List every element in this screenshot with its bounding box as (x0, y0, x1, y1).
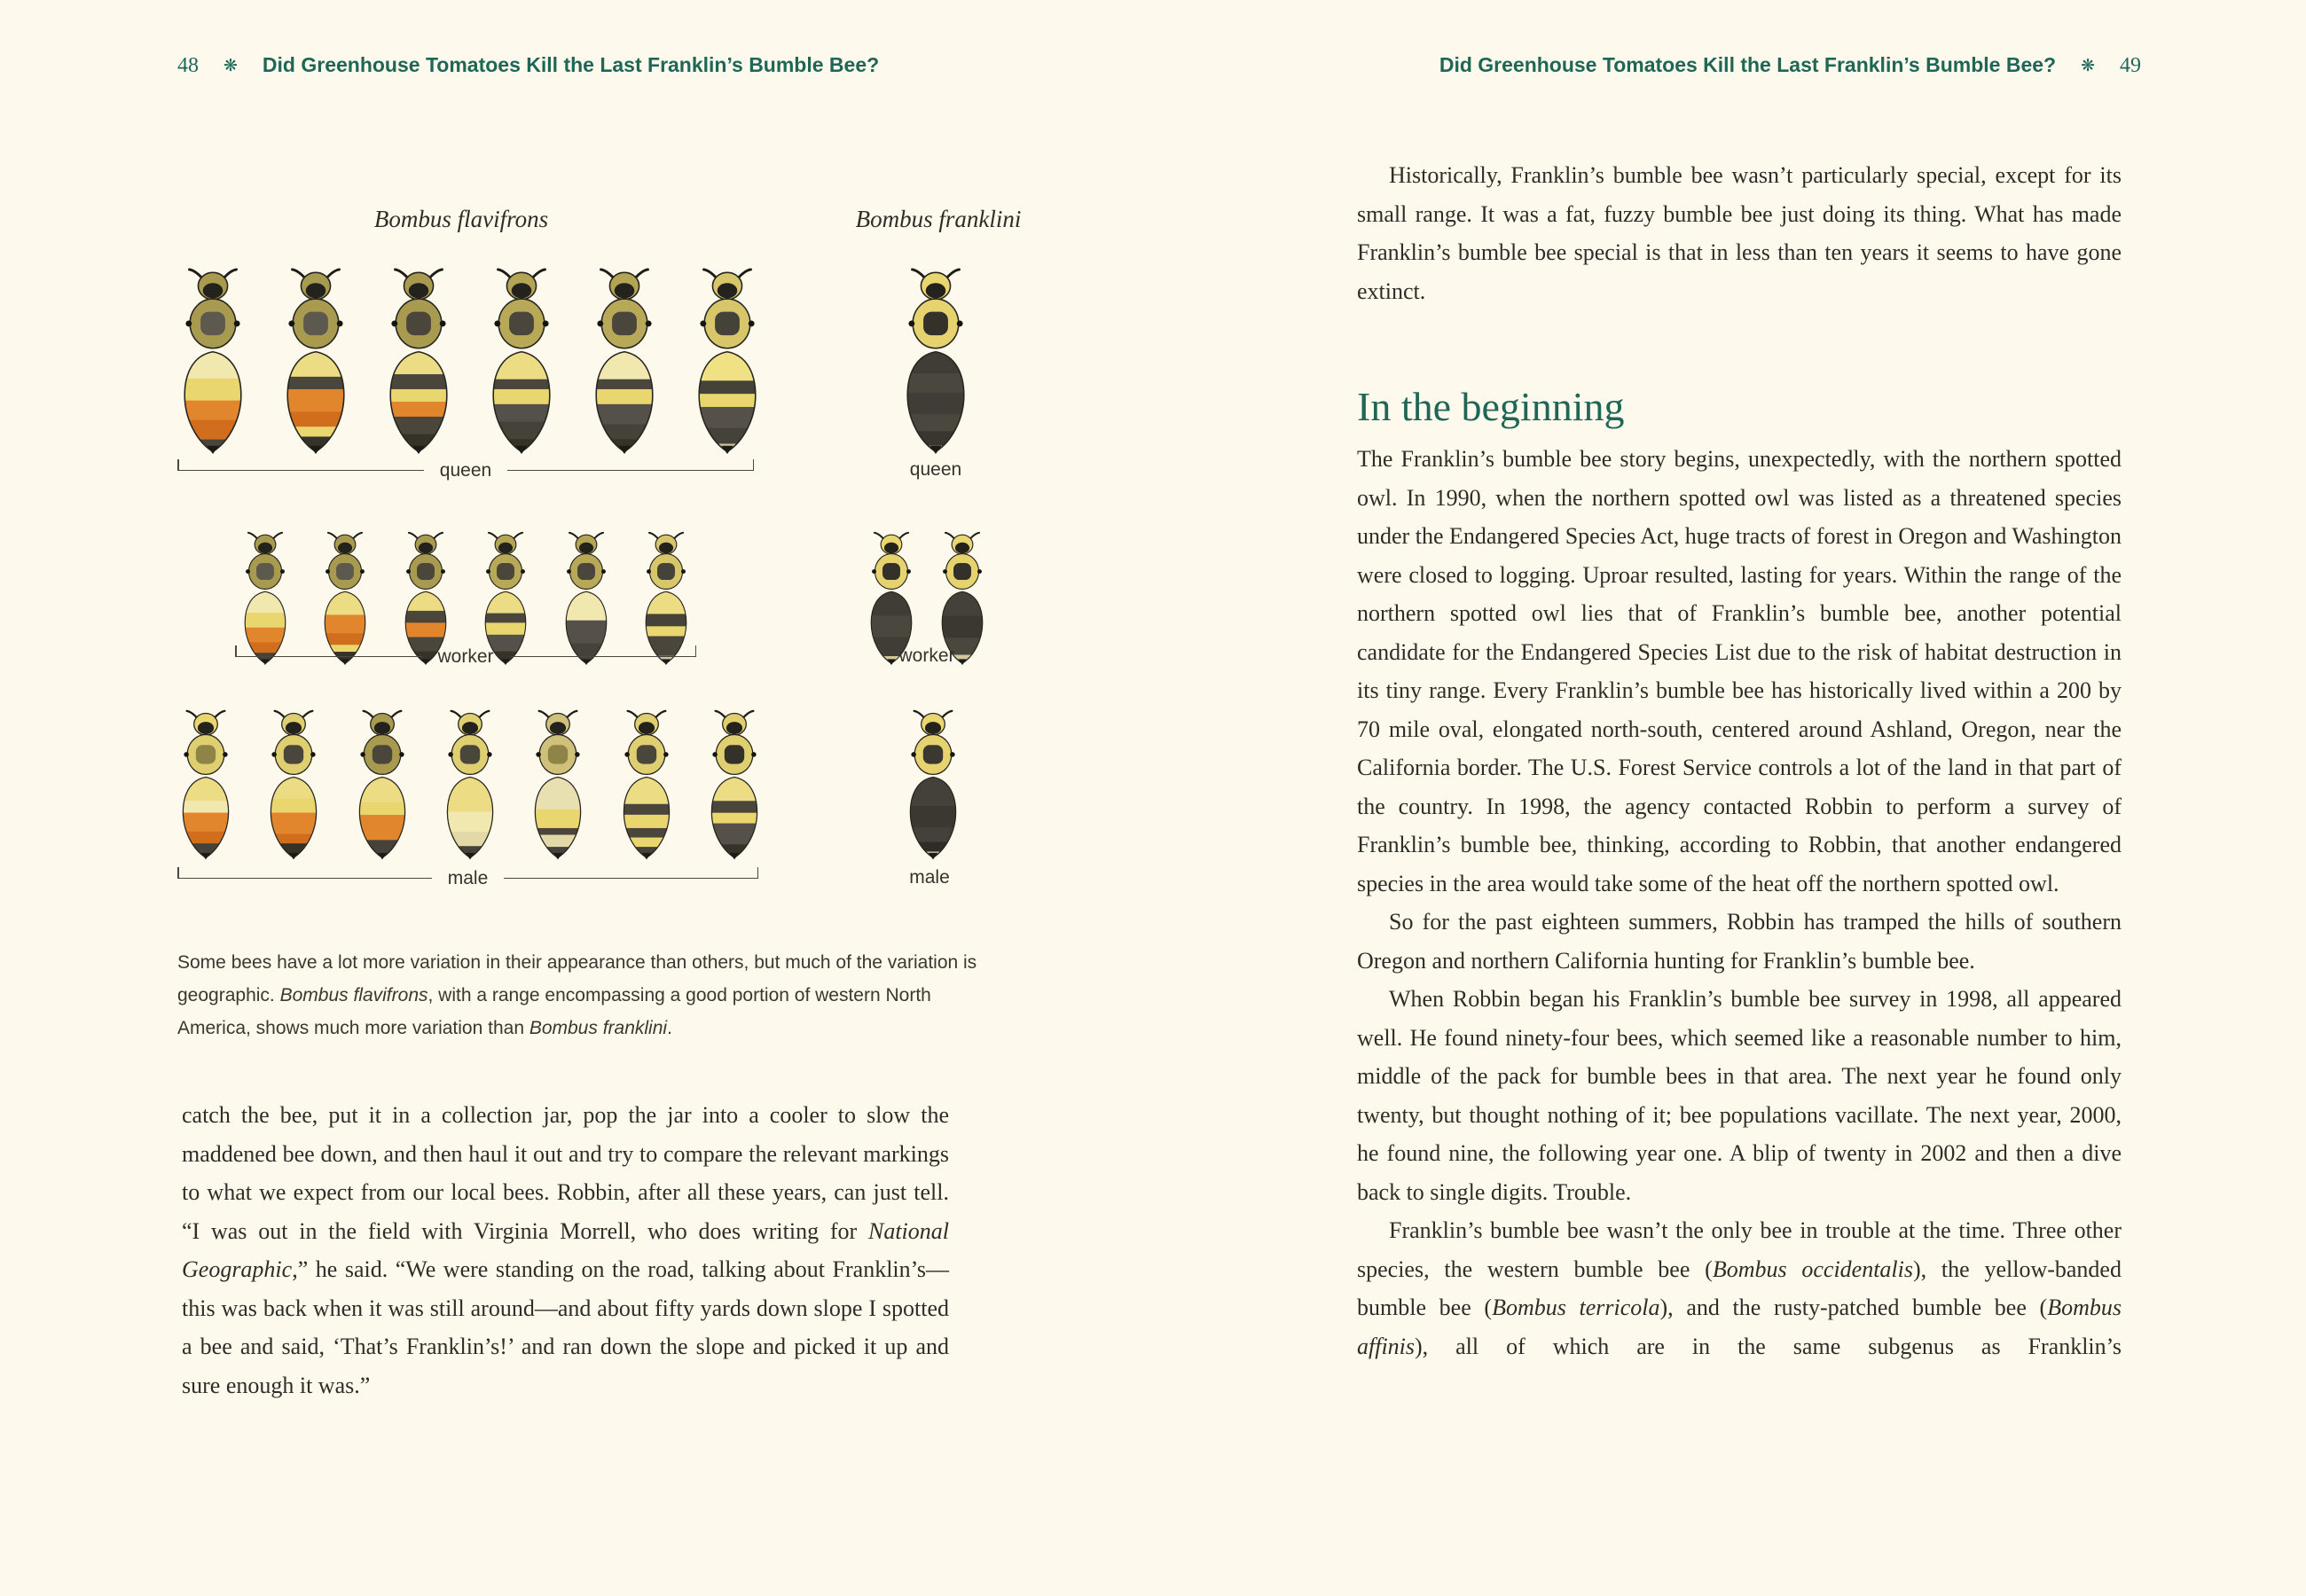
bracket-line (507, 470, 754, 471)
bee-illustration (618, 704, 675, 864)
running-head-title-right: Did Greenhouse Tomatoes Kill the Last Franklin’s Bumble Bee? (1439, 53, 2057, 76)
bee-illustration (529, 704, 586, 864)
bee-illustration (706, 704, 763, 864)
bee-illustration (383, 266, 454, 454)
bracket-line (177, 470, 424, 471)
caste-label-queen: queen (439, 460, 492, 481)
bee-illustration (905, 704, 961, 864)
body-paragraph: catch the bee, put it in a collection jar, pop the jar into a cooler to slow the maddened bee down, and then haul it out and try to compare the relevant markings to what we expect from our local bees. Robbin, after all these years, can just tell. “I was out in the field with Virginia Morrell, who does writing for National Geographic,” he said. “We were standing on the road, talking about Franklin’s—this was back when it was still around—and about fifty yards down slope I spotted a bee and said, ‘That’s Franklin’s!’ and ran down the slope and picked it up and sure enough it was.” (182, 1102, 949, 1398)
caste-label-male-franklini: male (909, 867, 950, 888)
bee-illustration (561, 530, 612, 665)
left-page-body (182, 1096, 949, 1404)
bee-illustration (480, 530, 531, 665)
bee-illustration (239, 530, 291, 665)
caste-label-male: male (447, 868, 489, 888)
bee-group-franklini-queen (900, 266, 971, 454)
bee-row-queen (106, 266, 1251, 454)
figure-caption: Some bees have a lot more variation in their appearance than others, but much of the variation is geographic. Bombus flavifrons, with a range encompassing a good portion of western North America, shows much more variation than Bombus franklini. (177, 952, 977, 1038)
bee-illustration (280, 266, 351, 454)
bee-figure (106, 206, 1251, 915)
body-paragraph: Historically, Franklin’s bumble bee wasn’t particularly special, except for its small range. It was a fat, fuzzy bumble bee just doing its thing. What has made Franklin’s bumble bee special is that in less than ten years it seems to have gone extinct. (1357, 162, 2122, 304)
bee-group-franklini-male (905, 704, 961, 864)
bee-illustration (177, 266, 248, 454)
bee-illustration (354, 704, 411, 864)
flower-ornament-icon: ❋ (224, 56, 238, 75)
body-paragraph: So for the past eighteen summers, Robbin has tramped the hills of southern Oregon and northern California hunting for Franklin’s bumble bee. (1357, 909, 2122, 974)
bee-illustration (319, 530, 371, 665)
bee-illustration (265, 704, 322, 864)
caste-label-queen-franklini: queen (909, 459, 962, 480)
bee-illustration (640, 530, 692, 665)
bracket-line (177, 878, 432, 879)
caste-label-worker: worker (437, 646, 494, 667)
body-paragraph: Franklin’s bumble bee wasn’t the only bee in trouble at the time. Three other species, the western bumble bee (Bombus occidentalis), the yellow-banded bumble bee (Bombus terricola), and the rusty-patched bumble bee (Bombus affinis), all of which are in the same subgenus as Franklin’s (1357, 1217, 2122, 1359)
flower-ornament-icon: ❋ (2081, 56, 2095, 75)
bee-illustration (442, 704, 498, 864)
bracket-line (504, 878, 758, 879)
body-paragraph: When Robbin began his Franklin’s bumble bee survey in 1998, all appeared well. He found ninety-four bees, which seemed like a reasonable number to him, middle of the pack for bumble bees in that area. The next year he found only twenty, but thought nothing of it; bee populations vacillate. The next year, 2000, he found nine, the following year one. A blip of twenty in 2002 and then a dive back to single digits. Trouble. (1357, 986, 2122, 1205)
bee-illustration (589, 266, 660, 454)
section-heading: In the beginning (1357, 384, 1625, 429)
body-paragraph: The Franklin’s bumble bee story begins, unexpectedly, with the northern spotted owl. In 1990, when the northern spotted owl was listed as a threatened species under the Endangered Species Act, huge tracts of forest in Oregon and Washington were closed to logging. Uproar resulted, lasting for years. Within the range of the northern spotted owl lies that of Franklin’s bumble bee, another potential candidate for the Endangered Species List due to the risk of habitat destruction in its tiny range. Every Franklin’s bumble bee has historically lived within a 200 by 70 mile oval, elongated north-south, centered around Ashland, Oregon, near the California border. The U.S. Forest Service controls a lot of the land in that part of the country. In 1998, the agency contacted Robbin to perform a survey of Franklin’s bumble bee, thinking, according to Robbin, that another endangered species in the area would take some of the heat off the northern spotted owl. (1357, 446, 2122, 896)
bracket-line (235, 656, 422, 657)
bee-group-flavifrons-male (177, 704, 763, 864)
caste-label-worker-franklini: worker (898, 645, 955, 666)
right-page-body (1357, 156, 2122, 1365)
species-label-flavifrons: Bombus flavifrons (373, 206, 549, 232)
bee-row-worker (106, 530, 1251, 665)
running-head-right (1439, 53, 2141, 78)
running-head-title-left: Did Greenhouse Tomatoes Kill the Last Franklin’s Bumble Bee? (262, 53, 880, 76)
bee-illustration (400, 530, 451, 665)
bee-group-flavifrons-worker (239, 530, 692, 665)
bee-illustration (486, 266, 557, 454)
running-head-left (177, 53, 879, 78)
bracket-line (510, 656, 697, 657)
page-number-left: 48 (177, 54, 199, 77)
bee-illustration (900, 266, 971, 454)
bee-illustration (177, 704, 234, 864)
bee-row-male (106, 704, 1251, 864)
page-number-right: 49 (2120, 54, 2141, 77)
species-label-franklini: Bombus franklini (855, 206, 1022, 232)
bee-illustration (692, 266, 763, 454)
bee-group-flavifrons-queen (177, 266, 763, 454)
